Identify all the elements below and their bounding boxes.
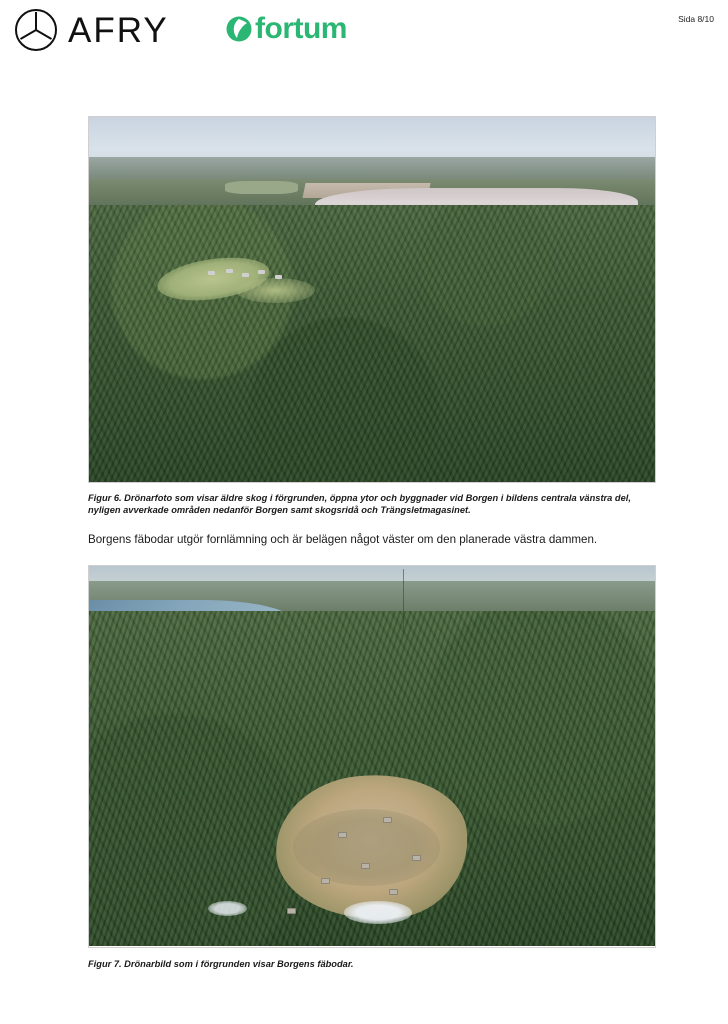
- aerial-photo-borgens-fabodar: [89, 566, 655, 947]
- photo2-snow-patch: [344, 901, 412, 924]
- photo-foreground-forest: [89, 205, 655, 482]
- figure-6-caption: Figur 6. Drönarfoto som visar äldre skog i förgrunden, öppna ytor och byggnader vid Borgen i bildens centrala vänstra del, nyligen avverkade områden nedanför Borgen samt skogsridå och Trängsletmagasinet.: [88, 493, 631, 516]
- page-number-label: Sida 8/10: [678, 14, 714, 24]
- afry-circle-mark-icon: [14, 8, 58, 52]
- spacer: [88, 549, 656, 565]
- aerial-photo-forest-reservoir: [89, 117, 655, 482]
- photo2-snow-patch-secondary: [208, 901, 248, 916]
- photo2-clearing-shadow: [293, 809, 440, 885]
- photo-buildings-borgen: [202, 268, 293, 283]
- photo-clearcut-area: [225, 181, 299, 194]
- figure-7-image: [88, 565, 656, 948]
- afry-wordmark: AFRY: [68, 10, 169, 50]
- document-content: [88, 116, 656, 970]
- fortum-logo: [225, 14, 347, 44]
- afry-logo: [14, 8, 169, 52]
- photo2-mast: [403, 569, 404, 634]
- body-paragraph-1: Borgens fäbodar utgör fornlämning och är belägen något väster om den planerade västra dammen.: [88, 532, 598, 546]
- fortum-leaf-mark-icon: [225, 15, 253, 43]
- figure-7-caption: Figur 7. Drönarbild som i förgrunden visar Borgens fäbodar.: [88, 958, 354, 969]
- page-header: [0, 0, 728, 78]
- figure-6-image: [88, 116, 656, 483]
- fortum-wordmark: fortum: [255, 12, 347, 45]
